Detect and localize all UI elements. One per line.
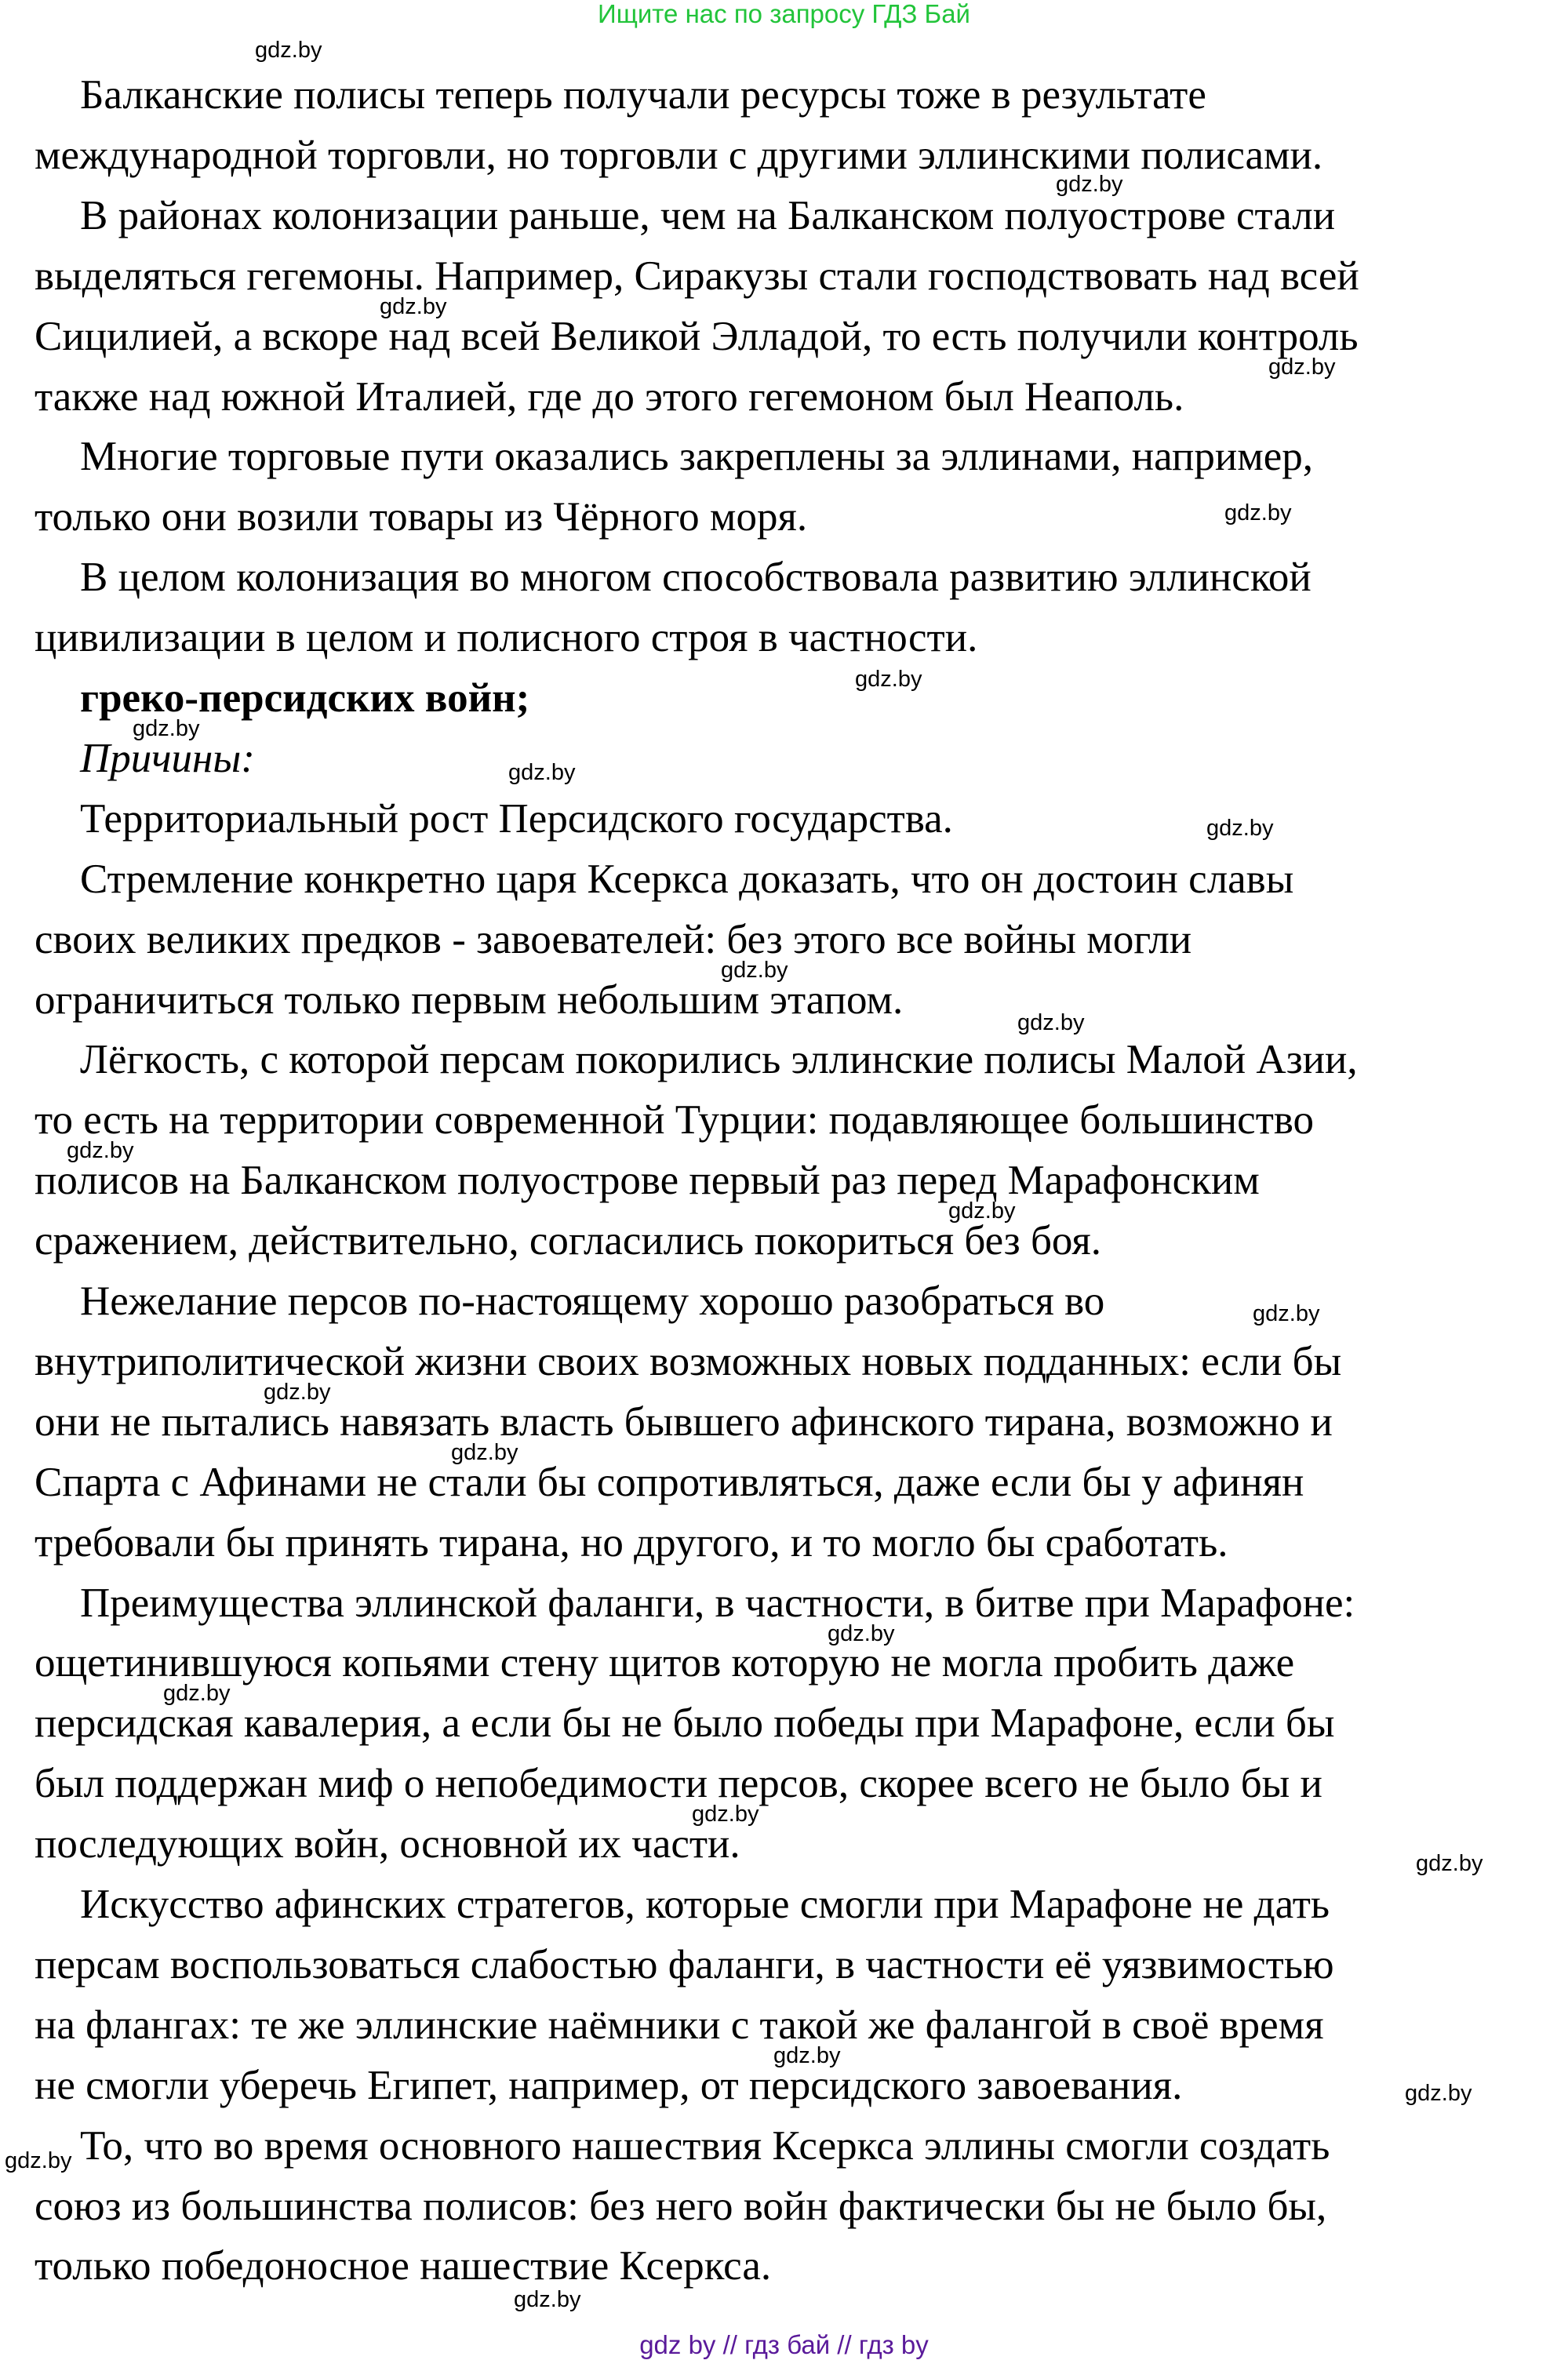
watermark: gdz.by (1416, 1851, 1483, 1876)
text-line: персам воспользоваться слабостью фаланги, в частности её уязвимостью (35, 1941, 1334, 1987)
text-line: персидская кавалерия, а если бы не было победы при Марафоне, если бы (35, 1700, 1335, 1747)
text-line: Территориальный рост Персидского государства. (80, 795, 953, 842)
text-line: В районах колонизации раньше, чем на Балканском полуострове стали (80, 192, 1336, 238)
text-line: требовали бы принять тирана, но другого, и то могло бы сработать. (35, 1519, 1228, 1566)
text-line: Балканские полисы теперь получали ресурсы тоже в результате (80, 72, 1206, 118)
watermark: gdz.by (1253, 1301, 1320, 1326)
text-line: ограничиться только первым небольшим этапом. (35, 976, 904, 1023)
watermark: gdz.by (255, 38, 322, 63)
text-line: То, что во время основного нашествия Ксеркса эллины смогли создать (80, 2122, 1330, 2169)
watermark: gdz.by (828, 1621, 895, 1646)
watermark: gdz.by (264, 1380, 331, 1405)
watermark: gdz.by (380, 294, 447, 319)
text-line: то есть на территории современной Турции: подавляющее большинство (35, 1097, 1315, 1144)
subheading: Причины: (80, 735, 255, 781)
text-line: Сицилией, а вскоре над всей Великой Элладой, то есть получили контроль (35, 313, 1359, 359)
text-line: Преимущества эллинской фаланги, в частности, в битве при Марафоне: (80, 1580, 1355, 1626)
watermark: gdz.by (133, 716, 200, 741)
watermark: gdz.by (1056, 172, 1123, 197)
text-line: союз из большинства полисов: без него войн фактически бы не было бы, (35, 2183, 1327, 2229)
watermark: gdz.by (773, 2043, 841, 2068)
text-line: В целом колонизация во многом способствовала развитию эллинской (80, 555, 1312, 601)
text-line: только победоносное нашествие Ксеркса. (35, 2243, 772, 2289)
text-line: выделяться гегемоны. Например, Сиракузы стали господствовать над всей (35, 253, 1359, 299)
footer-links[interactable]: gdz by // гдз бай // гдз by (639, 2330, 929, 2359)
text-line: Многие торговые пути оказались закреплены за эллинами, например, (80, 434, 1314, 480)
text-line: ощетинившуюся копьями стену щитов которую не могла пробить даже (35, 1640, 1295, 1686)
text-line: своих великих предков - завоевателей: без этого все войны могли (35, 916, 1192, 962)
watermark: gdz.by (721, 958, 788, 983)
text-line: только они возили товары из Чёрного моря. (35, 494, 808, 540)
text-line: был поддержан миф о непобедимости персов, скорее всего не было бы и (35, 1761, 1322, 1807)
text-line: не смогли уберечь Египет, например, от персидского завоевания. (35, 2062, 1183, 2108)
watermark: gdz.by (855, 667, 922, 692)
text-line: международной торговли, но торговли с другими эллинскими полисами. (35, 132, 1323, 178)
watermark: gdz.by (1224, 500, 1292, 525)
watermark: gdz.by (163, 1681, 231, 1706)
watermark: gdz.by (948, 1198, 1016, 1224)
watermark: gdz.by (692, 1802, 759, 1827)
section-heading: греко-персидских войн; (80, 675, 530, 721)
watermark: gdz.by (508, 760, 576, 785)
text-line: последующих войн, основной их части. (35, 1821, 740, 1867)
watermark: gdz.by (1017, 1010, 1085, 1035)
watermark: gdz.by (1268, 355, 1336, 380)
watermark: gdz.by (5, 2148, 72, 2173)
text-line: также над южной Италией, где до этого гегемоном был Неаполь. (35, 373, 1184, 420)
watermark: gdz.by (1405, 2081, 1472, 2106)
watermark: gdz.by (1206, 816, 1274, 841)
text-line: они не пытались навязать власть бывшего афинского тирана, возможно и (35, 1398, 1333, 1445)
text-line: сражением, действительно, согласились покориться без боя. (35, 1218, 1102, 1264)
watermark: gdz.by (514, 2287, 581, 2312)
text-line: внутриполитической жизни своих возможных новых подданных: если бы (35, 1338, 1342, 1384)
text-line: Лёгкость, с которой персам покорились эллинские полисы Малой Азии, (80, 1037, 1358, 1083)
text-line: Нежелание персов по-настоящему хорошо разобраться во (80, 1278, 1105, 1324)
watermark: gdz.by (451, 1440, 518, 1465)
watermark: gdz.by (67, 1138, 134, 1163)
text-line: Искусство афинских стратегов, которые смогли при Марафоне не дать (80, 1882, 1330, 1927)
search-hint-banner: Ищите нас по запросу ГДЗ Бай (598, 0, 970, 28)
text-line: на флангах: те же эллинские наёмники с такой же фалангой в своё время (35, 2002, 1324, 2048)
text-line: Спарта с Афинами не стали бы сопротивляться, даже если бы у афинян (35, 1459, 1304, 1505)
text-line: полисов на Балканском полуострове первый раз перед Марафонским (35, 1158, 1260, 1204)
text-line: цивилизации в целом и полисного строя в частности. (35, 615, 978, 661)
text-line: Стремление конкретно царя Ксеркса доказать, что он достоин славы (80, 856, 1294, 902)
